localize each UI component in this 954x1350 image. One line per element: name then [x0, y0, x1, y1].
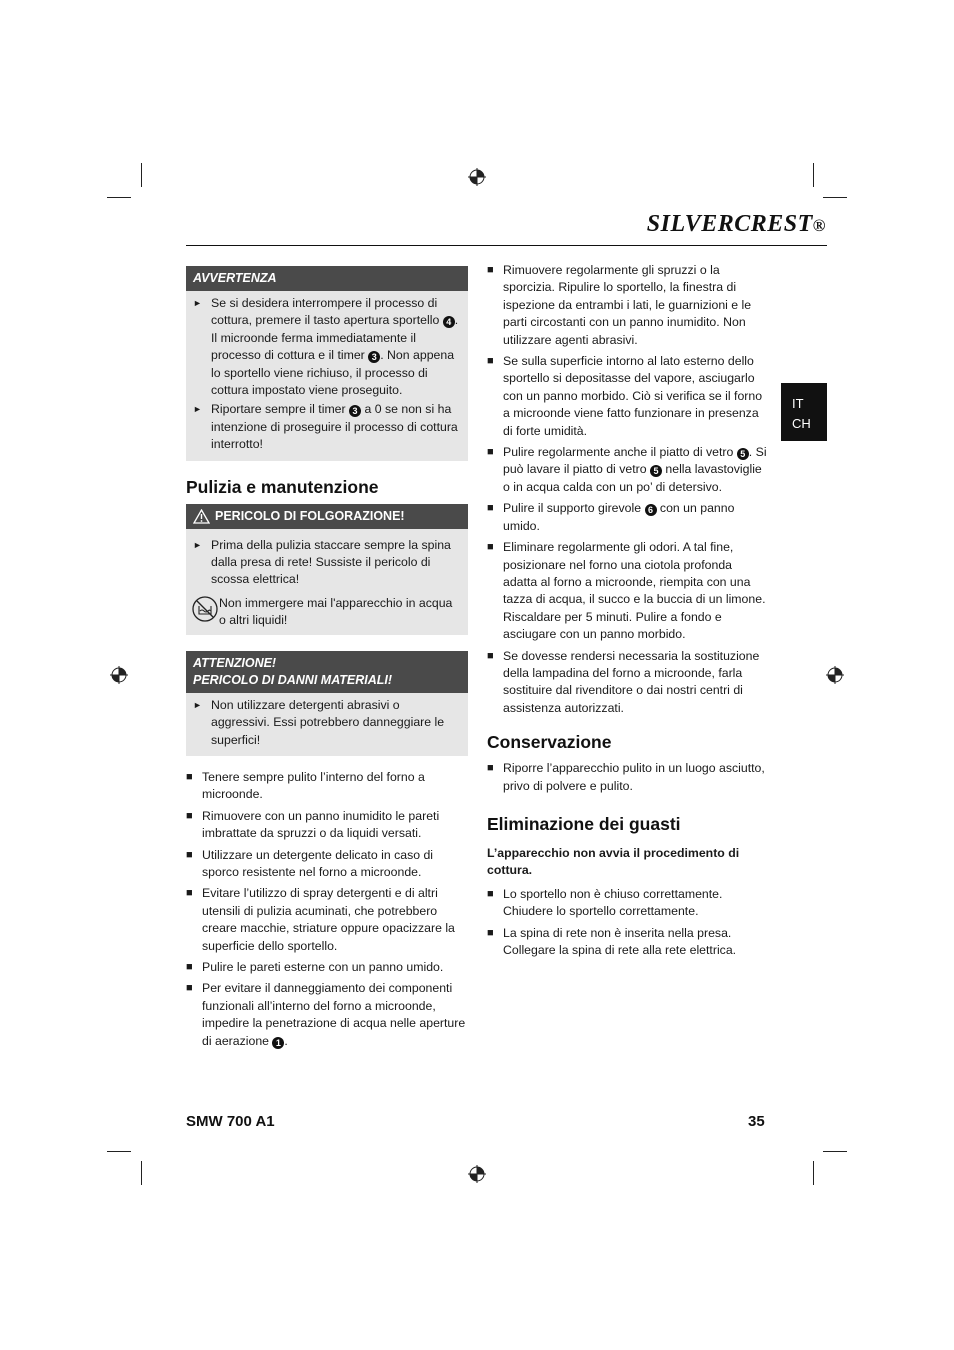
list-item: ■ Pulire il supporto girevole 6 con un panno umido.: [487, 500, 769, 535]
square-bullet-icon: ■: [487, 355, 494, 368]
list-item: ► Riportare sempre il timer 3 a 0 se non si ha intenzione di proseguire il processo di cottura interrotto!: [193, 401, 460, 453]
country-code: CH: [792, 416, 811, 431]
section-title: Pulizia e manutenzione: [186, 476, 379, 497]
square-bullet-icon: ■: [186, 770, 193, 783]
warning-box: [186, 266, 468, 461]
brand-logo: SILVERCREST®: [646, 211, 826, 237]
warning-title: AVVERTENZA: [186, 266, 468, 291]
cleaning-list: [186, 769, 468, 1050]
troubleshooting-subhead: L’apparecchio non avvia il procedimento di cottura.: [487, 845, 740, 878]
square-bullet-icon: ■: [487, 446, 494, 459]
immersion-note: Non immergere mai l'apparecchio in acqua o altri liquidi!: [193, 595, 460, 630]
part-number-badge: 6: [645, 504, 657, 516]
square-bullet-icon: ■: [186, 848, 193, 861]
list-item: ■ Se dovesse rendersi necessaria la sostituzione della lampadina del forno a microonde, farla sostituire dal rivenditore o dai nostri centri di assistenza autorizzati.: [487, 648, 769, 718]
troubleshooting-title: Eliminazione dei guasti: [487, 813, 681, 834]
square-bullet-icon: ■: [487, 264, 494, 276]
list-item: ■ Rimuovere con un panno inumidito le pareti imbrattate da spruzzi o da liquidi versati.: [186, 808, 468, 843]
arrow-bullet-icon: ►: [193, 539, 202, 550]
part-number-badge: 1: [272, 1037, 284, 1049]
damage-warning-subtitle: PERICOLO DI DANNI MATERIALI!: [193, 672, 393, 687]
crop-mark: [141, 1161, 142, 1185]
storage-title: Conservazione: [487, 732, 612, 753]
part-number-badge: 4: [443, 316, 455, 328]
shock-warning-box: [186, 504, 468, 635]
square-bullet-icon: ■: [487, 502, 494, 515]
square-bullet-icon: ■: [186, 809, 193, 822]
language-code: IT: [792, 396, 804, 411]
list-item: ► Non utilizzare detergenti abrasivi o aggressivi. Essi potrebbero danneggiare le superfici!: [193, 697, 460, 749]
language-tab: [781, 383, 827, 441]
crop-mark: [813, 163, 814, 187]
list-item: ■ Lo sportello non è chiuso correttamente. Chiudere lo sportello correttamente.: [487, 886, 769, 921]
list-item: ■ Pulire regolarmente anche il piatto di vetro 5 . Si può lavare il piatto di vetro 5 nella lavastoviglie o in acqua calda con un po’ di detersivo.: [487, 444, 769, 496]
damage-warning-title: ATTENZIONE!: [193, 655, 277, 670]
list-item: ■ Riporre l’apparecchio pulito in un luogo asciutto, privo di polvere e pulito.: [487, 760, 769, 795]
square-bullet-icon: ■: [186, 887, 193, 900]
list-item: ■ La spina di rete non è inserita nella presa. Collegare la spina di rete alla rete elettrica.: [487, 925, 769, 960]
arrow-bullet-icon: ►: [193, 298, 202, 308]
header-rule: [186, 245, 827, 246]
registration-mark-icon: [468, 1165, 486, 1183]
crop-mark: [823, 1151, 847, 1152]
list-item: ■ Per evitare il danneggiamento dei componenti funzionali all’interno del forno a microonde, impedire la penetrazione di acqua nelle aperture di aerazione 1 .: [186, 980, 468, 1050]
part-number-badge: 5: [650, 465, 662, 477]
square-bullet-icon: ■: [487, 926, 494, 939]
part-number-badge: 5: [737, 448, 749, 460]
list-item: ■ Utilizzare un detergente delicato in caso di sporco resistente nel forno a microonde.: [186, 847, 468, 882]
list-item: ■ Se sulla superficie intorno al lato esterno dello sportello si depositasse del vapore, asciugarlo con un panno morbido. Ciò si verifica se il forno a microonde viene fatto funzionare in presenza di forte umidità.: [487, 353, 769, 440]
square-bullet-icon: ■: [487, 887, 494, 900]
list-item: ► Prima della pulizia staccare sempre la spina dalla presa di rete! Sussiste il pericolo di scossa elettrica!: [193, 537, 460, 589]
square-bullet-icon: ■: [186, 960, 193, 973]
footer-model: SMW 700 A1: [186, 1113, 275, 1130]
left-column: [186, 266, 468, 1054]
part-number-badge: 3: [349, 405, 361, 417]
registration-mark-icon: [468, 168, 486, 186]
damage-warning-box: [186, 651, 468, 756]
list-item: ■ Eliminare regolarmente gli odori. A tal fine, posizionare nel forno una ciotola profonda adatta al forno a microonde, riempita con una tazza di acqua, il succo e la buccia di un limone. Riscaldare per 5 minuti. Pulire a fondo e asciugare con un panno morbido.: [487, 539, 769, 643]
list-item: ■ Pulire le pareti esterne con un panno umido.: [186, 959, 468, 976]
crop-mark: [813, 1161, 814, 1185]
crop-mark: [823, 197, 847, 198]
right-column: [487, 262, 769, 963]
list-item: ► Se si desidera interrompere il processo di cottura, premere il tasto apertura sportello 4 . Il microonde ferma immediatamente il processo di cottura e il timer 3 . Non appena lo sportello viene richiuso, il processo di cottura impostato viene proseguito.: [193, 295, 460, 399]
page-number: 35: [748, 1113, 765, 1130]
arrow-bullet-icon: ►: [193, 699, 202, 710]
crop-mark: [107, 197, 131, 198]
crop-mark: [107, 1151, 131, 1152]
square-bullet-icon: ■: [487, 649, 494, 662]
square-bullet-icon: ■: [186, 982, 193, 995]
square-bullet-icon: ■: [487, 541, 494, 554]
registration-mark-icon: [826, 666, 844, 684]
arrow-bullet-icon: ►: [193, 404, 202, 415]
crop-mark: [141, 163, 142, 187]
list-item: ■ Rimuovere regolarmente gli spruzzi o la sporcizia. Ripulire lo sportello, la finestra di ispezione da entrambi i lati, le guarnizioni e le parti circostanti con un panno inumidito. Non utilizzare agenti abrasivi.: [487, 262, 769, 349]
square-bullet-icon: ■: [487, 762, 494, 775]
shock-warning-title: PERICOLO DI FOLGORAZIONE!: [215, 508, 405, 523]
registration-mark-icon: [110, 666, 128, 684]
part-number-badge: 3: [368, 351, 380, 363]
no-immersion-icon: [191, 595, 219, 623]
list-item: ■ Tenere sempre pulito l’interno del forno a microonde.: [186, 769, 468, 804]
list-item: ■ Evitare l’utilizzo di spray detergenti e di altri utensili di pulizia acuminati, che potrebbero creare macchie, striature oppure opacizzare la superficie dello sportello.: [186, 885, 468, 955]
warning-triangle-icon: [193, 509, 210, 524]
